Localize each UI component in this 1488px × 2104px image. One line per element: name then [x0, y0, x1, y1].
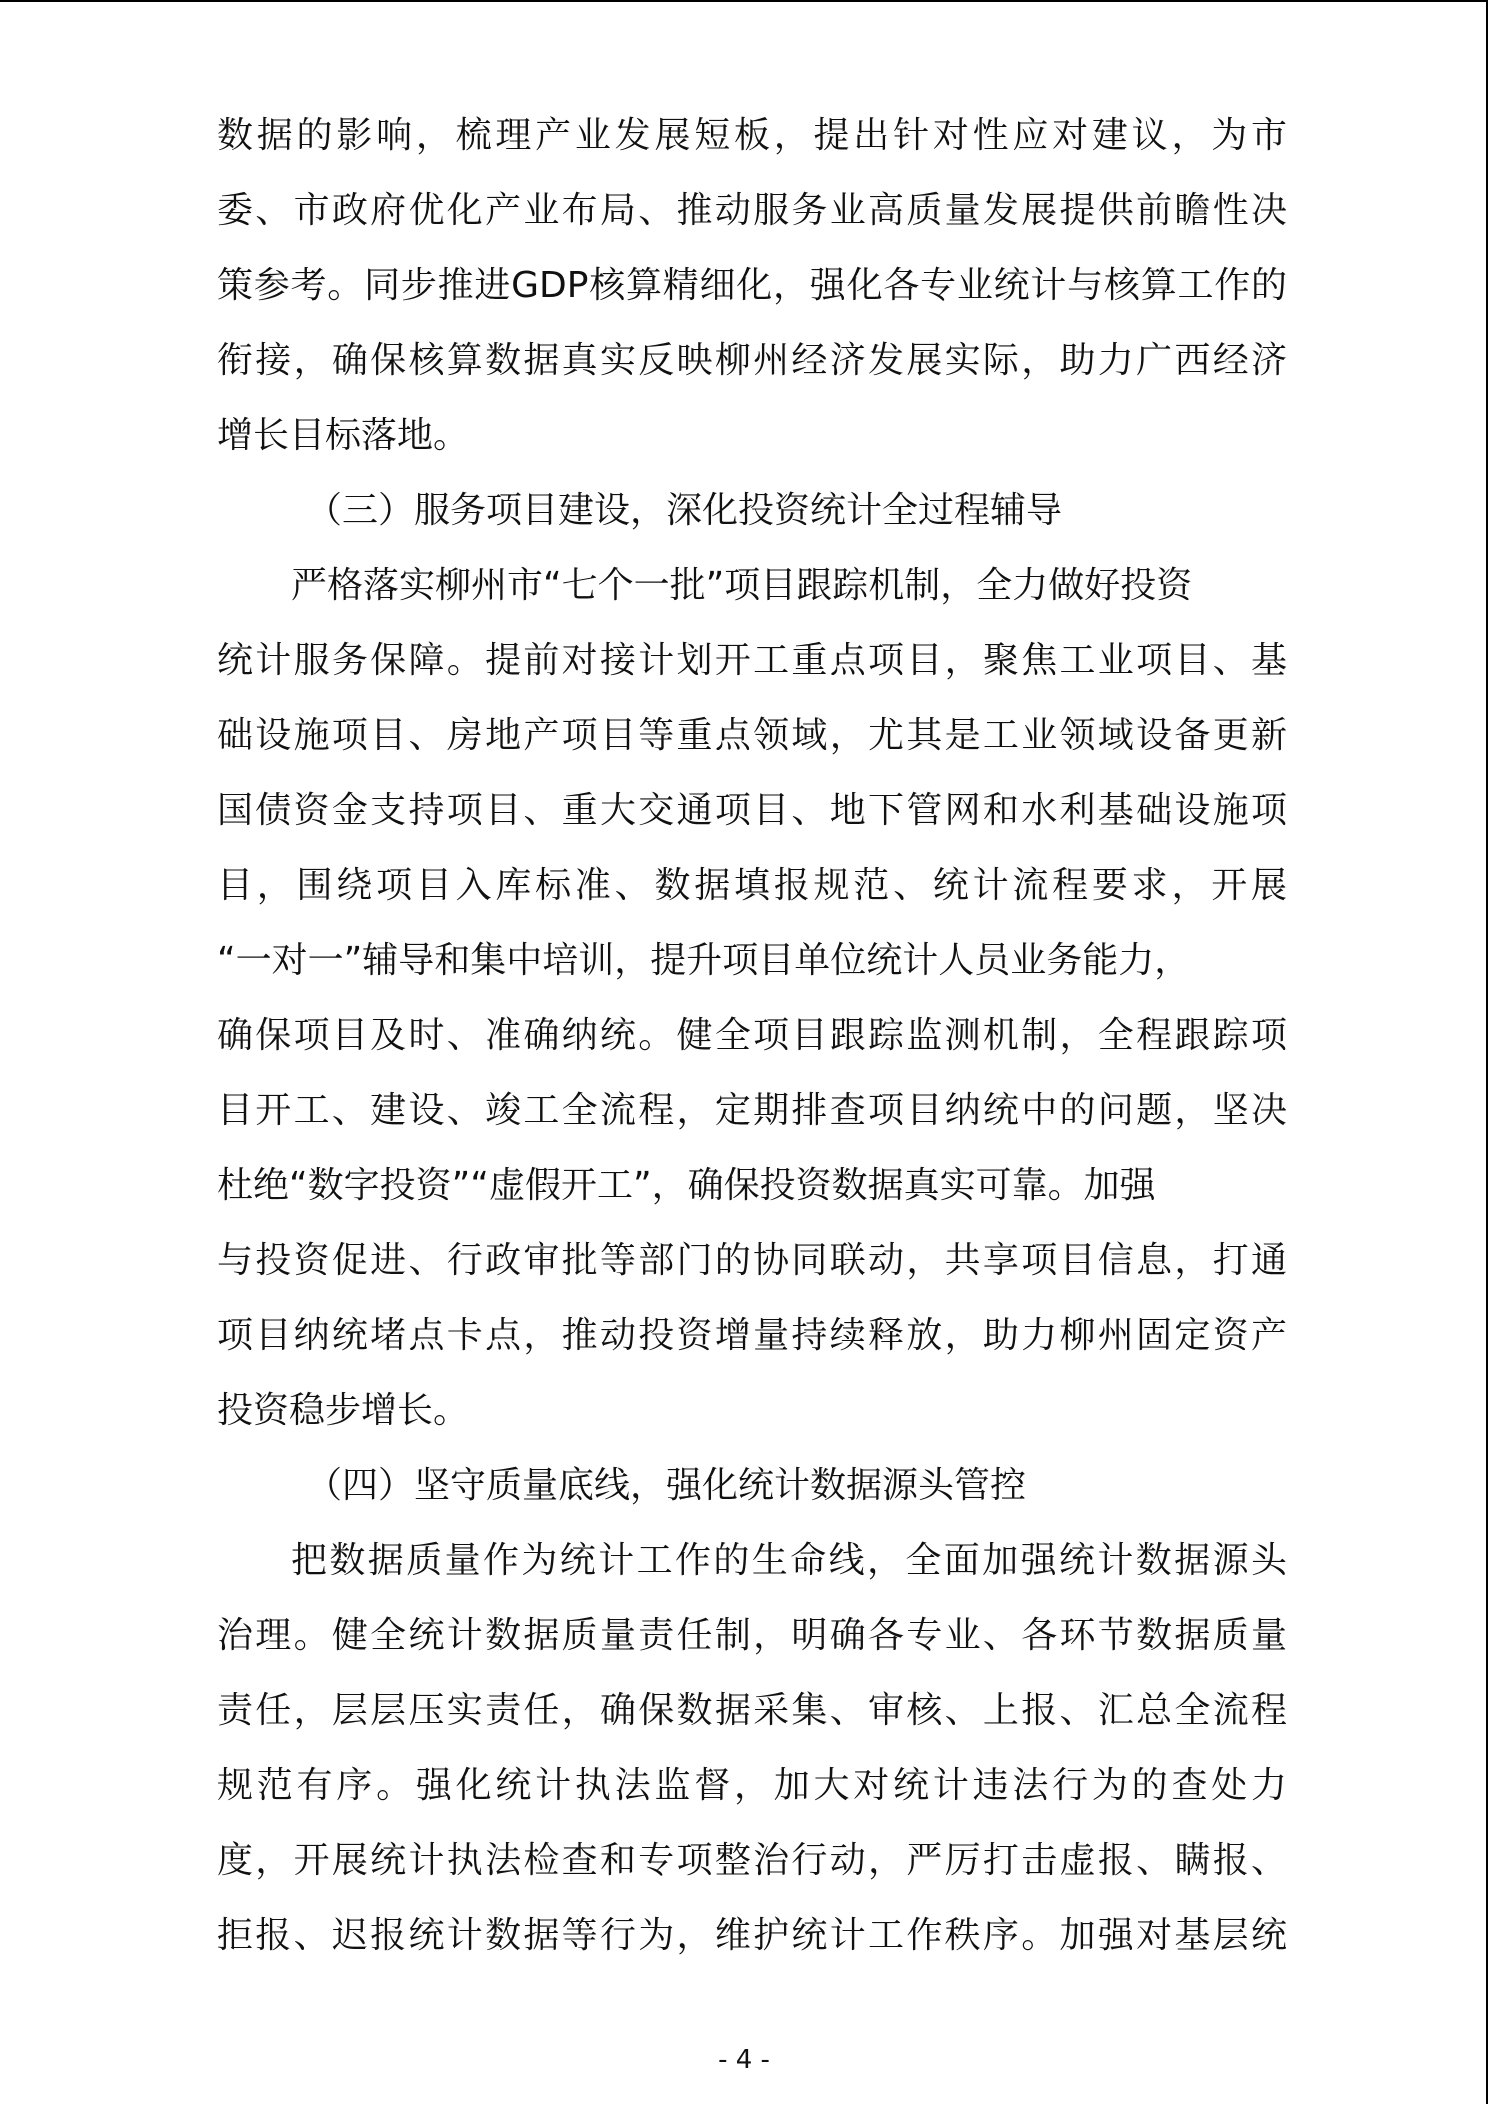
text-line: 统计服务保障。提前对接计划开工重点项目，聚焦工业项目、基 [217, 640, 1287, 681]
text-line: 委、市政府优化产业布局、推动服务业高质量发展提供前瞻性决 [217, 190, 1287, 231]
section-heading: （四）坚守质量底线，强化统计数据源头管控 [306, 1465, 1027, 1506]
text-line: 把数据质量作为统计工作的生命线，全面加强统计数据源头 [291, 1540, 1287, 1581]
text-line: 规范有序。强化统计执法监督，加大对统计违法行为的查处力 [217, 1765, 1287, 1806]
text-line: “一对一”辅导和集中培训，提升项目单位统计人员业务能力， [217, 940, 1191, 981]
page-number: - 4 - [718, 2045, 770, 2075]
text-line: 础设施项目、房地产项目等重点领域，尤其是工业领域设备更新 [217, 715, 1287, 756]
text-line: 数据的影响，梳理产业发展短板，提出针对性应对建议，为市 [217, 115, 1287, 156]
text-line: 策参考。同步推进GDP核算精细化，强化各专业统计与核算工作的 [217, 265, 1287, 306]
section-heading: （三）服务项目建设，深化投资统计全过程辅导 [306, 490, 1063, 531]
text-line: 与投资促进、行政审批等部门的协同联动，共享项目信息，打通 [217, 1240, 1287, 1281]
text-line: 治理。健全统计数据质量责任制，明确各专业、各环节数据质量 [217, 1615, 1287, 1656]
text-line: 拒报、迟报统计数据等行为，维护统计工作秩序。加强对基层统 [217, 1915, 1287, 1956]
text-line: 确保项目及时、准确纳统。健全项目跟踪监测机制，全程跟踪项 [217, 1015, 1287, 1056]
text-line: 项目纳统堵点卡点，推动投资增量持续释放，助力柳州固定资产 [217, 1315, 1287, 1356]
text-line: 责任，层层压实责任，确保数据采集、审核、上报、汇总全流程 [217, 1690, 1287, 1731]
text-line: 度，开展统计执法检查和专项整治行动，严厉打击虚报、瞒报、 [217, 1840, 1287, 1881]
text-line: 严格落实柳州市“七个一批”项目跟踪机制，全力做好投资 [291, 565, 1193, 606]
text-line: 杜绝“数字投资”“虚假开工”，确保投资数据真实可靠。加强 [217, 1165, 1156, 1206]
text-line: 国债资金支持项目、重大交通项目、地下管网和水利基础设施项 [217, 790, 1287, 831]
text-line: 投资稳步增长。 [217, 1390, 470, 1431]
page-border-top [0, 0, 1488, 2]
document-body [217, 98, 1287, 1973]
text-line: 增长目标落地。 [217, 415, 470, 456]
text-line: 目，围绕项目入库标准、数据填报规范、统计流程要求，开展 [217, 865, 1287, 906]
text-line: 衔接，确保核算数据真实反映柳州经济发展实际，助力广西经济 [217, 340, 1287, 381]
text-line: 目开工、建设、竣工全流程，定期排查项目纳统中的问题，坚决 [217, 1090, 1287, 1131]
